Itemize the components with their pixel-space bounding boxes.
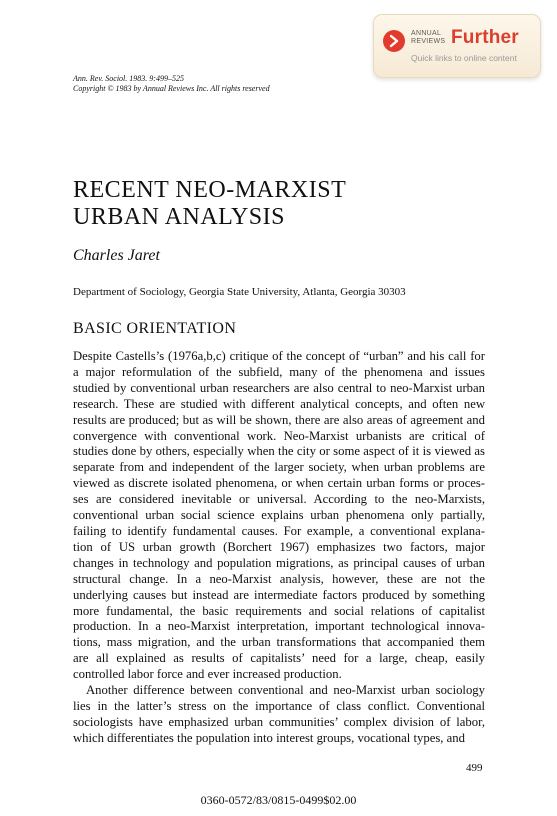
text-line: ses are considered inevitable or universal. According to the neo-Marxists, bbox=[73, 492, 485, 507]
text-line: structural change. In a neo-Marxist analysis, however, these are not the bbox=[73, 571, 485, 586]
title-line-1: RECENT NEO-MARXIST bbox=[73, 177, 347, 203]
text-line: studies done by others, especially when the city or some aspect of it is viewed as bbox=[73, 444, 485, 459]
brand-line-1: ANNUAL bbox=[411, 30, 442, 37]
journal-header bbox=[73, 74, 270, 94]
brand-line-2: REVIEWS bbox=[411, 38, 446, 45]
text-line: which differentiates the population into interest groups, vocational types, and bbox=[73, 730, 465, 745]
arrow-right-icon[interactable] bbox=[383, 30, 405, 52]
text-line: tions, mass migration, and the urban transformations that accompanied them bbox=[73, 635, 485, 650]
further-label: Further bbox=[451, 27, 519, 48]
text-line: are all explained as results of capitalists’ need for a large, cheap, easily bbox=[73, 651, 485, 666]
text-line: lies in the latter’s stress on the importance of class conflict. Conventional bbox=[73, 698, 485, 713]
text-line: more fundamental, the basic requirements and social relations of capitalist bbox=[73, 603, 485, 618]
text-line: a major reformulation of the subfield, many of the phenomena and issues bbox=[73, 364, 485, 379]
text-line: convergence with conventional work. Neo-Marxist urbanists are critical of bbox=[73, 428, 485, 443]
text-line: failing to identify fundamental causes. For example, a conventional explana- bbox=[73, 523, 485, 538]
text-line: sociologists have emphasized urban communities’ complex division of labor, bbox=[73, 714, 485, 729]
text-line: research. These are studied with different analytical concepts, and often new bbox=[73, 396, 485, 411]
article-body bbox=[73, 349, 485, 747]
copyright-notice: Copyright © 1983 by Annual Reviews Inc. All rights reserved bbox=[73, 84, 270, 93]
annual-reviews-logo-text bbox=[411, 30, 445, 46]
footer-code: 0360-0572/83/0815-0499$02.00 bbox=[200, 793, 357, 807]
annual-reviews-further-badge[interactable] bbox=[373, 14, 541, 78]
article-title bbox=[73, 177, 346, 231]
text-line: controlled labor force and ever increased production. bbox=[73, 667, 342, 682]
title-line-2: URBAN ANALYSIS bbox=[73, 204, 285, 230]
text-line: changes in technology and population migrations, as principal causes of urban bbox=[73, 555, 485, 570]
quick-links-label: Quick links to online content bbox=[411, 53, 517, 63]
text-line: studied by conventional urban researchers are also central to neo-Marxist urban bbox=[73, 380, 485, 395]
page-number: 499 bbox=[466, 762, 483, 774]
text-line: Another difference between conventional and neo-Marxist urban sociology bbox=[86, 683, 485, 698]
author-affiliation: Department of Sociology, Georgia State University, Atlanta, Georgia 30303 bbox=[73, 286, 406, 298]
author-name: Charles Jaret bbox=[73, 247, 160, 264]
journal-citation: Ann. Rev. Sociol. 1983. 9:499–525 bbox=[73, 74, 184, 83]
text-line: tion of US urban growth (Borchert 1967) emphasizes two factors, major bbox=[73, 539, 485, 554]
text-line: viewed as discrete isolated phenomena, or when certain urban forms or proces- bbox=[73, 476, 485, 491]
section-heading: BASIC ORIENTATION bbox=[73, 320, 237, 337]
text-line: separate from and independent of the larger society, when urban problems are bbox=[73, 460, 485, 475]
text-line: production. In a neo-Marxist interpretation, important technological innova- bbox=[73, 619, 485, 634]
text-line: conventional urban social science explains urban phenomena only partially, bbox=[73, 508, 485, 523]
text-line: underlying causes but instead are intermediate factors produced by something bbox=[73, 587, 485, 602]
text-line: results are produced; but as will be shown, there are also areas of agreement and bbox=[73, 412, 485, 427]
text-line: Despite Castells’s (1976a,b,c) critique of the concept of “urban” and his call for bbox=[73, 349, 485, 363]
paragraph-2 bbox=[73, 683, 485, 747]
paragraph-1 bbox=[73, 349, 485, 683]
